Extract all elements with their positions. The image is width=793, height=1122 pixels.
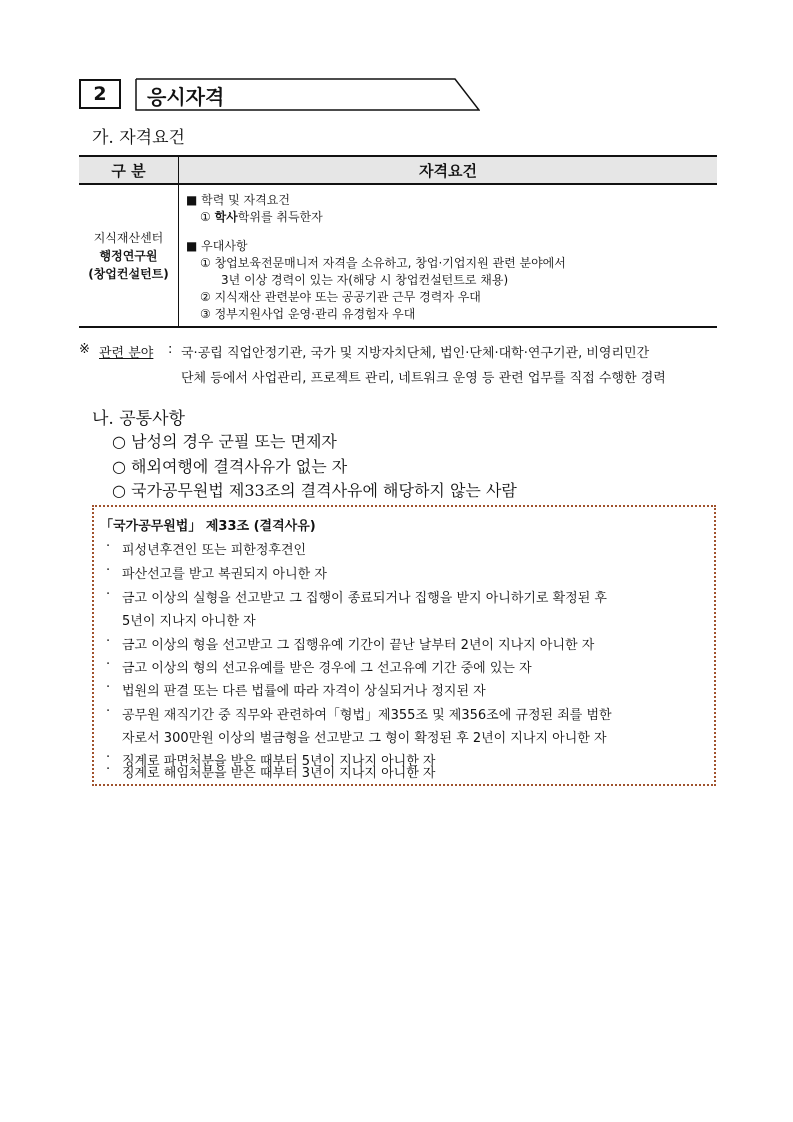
- section-title: 응시자격: [147, 85, 225, 109]
- note-label: 관련 분야: [99, 346, 154, 361]
- item-education-bold: 학사: [214, 210, 238, 224]
- item-education-rest: 학위를 취득한자: [237, 210, 323, 224]
- item-preference-1a: ① 창업보육전문매니저 자격을 소유하고, 창업·기업지원 관련 분야에서: [200, 256, 566, 270]
- position-line-2: 행정연구원: [99, 248, 158, 263]
- position-line-1: 지식재산센터: [93, 230, 164, 245]
- law-bullet-9: ·: [106, 762, 111, 777]
- subheading-b: 나. 공통사항: [92, 409, 185, 429]
- qualification-table: [79, 155, 717, 328]
- section-number: 2: [93, 83, 107, 105]
- note-mark: ※: [79, 342, 90, 357]
- law-line-8: 징계로 파면처분을 받은 때부터 5년이 지나지 아니한 자: [122, 754, 436, 769]
- law-bullet-8: ·: [106, 750, 111, 765]
- note-colon: :: [168, 342, 173, 357]
- law-bullet-5: ·: [106, 657, 111, 672]
- law-line-3-cont: 5년이 지나지 아니한 자: [122, 614, 256, 629]
- item-preference-2: ② 지식재산 관련분야 또는 공공기관 근무 경력자 우대: [200, 290, 481, 304]
- item-preference-1b: 3년 이상 경력이 있는 자(해당 시 창업컨설턴트로 채용): [221, 273, 509, 287]
- common-item-2: ○ 해외여행에 결격사유가 없는 자: [112, 457, 348, 476]
- law-line-7-cont: 자로서 300만원 이상의 벌금형을 선고받고 그 형이 확정된 후 2년이 지나지 아니한 자: [122, 731, 607, 746]
- common-item-3: ○ 국가공무원법 제33조의 결격사유에 해당하지 않는 사람: [112, 481, 517, 500]
- position-line-3: (창업컨설턴트): [88, 266, 169, 281]
- note-line-1: 국·공립 직업안정기관, 국가 및 지방자치단체, 법인·단체·대학·연구기관, 비영리민간: [181, 346, 650, 361]
- item-education-detail: [200, 208, 323, 225]
- law-line-9: 징계로 해임처분을 받은 때부터 3년이 지나지 아니한 자: [122, 766, 436, 781]
- section-number-box: [79, 79, 121, 109]
- law-line-2: 파산선고를 받고 복권되지 아니한 자: [122, 567, 327, 582]
- law-bullet-7: ·: [106, 704, 111, 719]
- position-cell: [79, 185, 178, 326]
- law-line-7: 공무원 재직기간 중 직무와 관련하여「형법」제355조 및 제356조에 규정된 죄를 범한: [122, 708, 612, 723]
- law-box-title: 「국가공무원법」 제33조 (결격사유): [100, 519, 316, 534]
- law-line-5: 금고 이상의 형의 선고유예를 받은 경우에 그 선고유예 기간 중에 있는 자: [122, 661, 532, 676]
- item-education-title: ■ 학력 및 자격요건: [186, 193, 290, 207]
- item-preference-3: ③ 정부지원사업 운영·관리 유경험자 우대: [200, 307, 416, 321]
- item-education-num: ①: [200, 210, 215, 224]
- law-box: [92, 505, 716, 786]
- law-line-6: 법원의 판결 또는 다른 법률에 따라 자격이 상실되거나 정지된 자: [122, 684, 486, 699]
- common-item-1: ○ 남성의 경우 군필 또는 면제자: [112, 432, 337, 451]
- law-bullet-4: ·: [106, 634, 111, 649]
- law-bullet-1: ·: [106, 539, 111, 554]
- note-line-2: 단체 등에서 사업관리, 프로젝트 관리, 네트워크 운영 등 관련 업무를 직접 수행한 경력: [181, 371, 666, 386]
- section-title-box: [135, 78, 480, 111]
- law-line-4: 금고 이상의 형을 선고받고 그 집행유예 기간이 끝난 날부터 2년이 지나지 아니한 자: [122, 638, 595, 653]
- law-bullet-2: ·: [106, 563, 111, 578]
- law-bullet-3: ·: [106, 587, 111, 602]
- subheading-a: 가. 자격요건: [92, 128, 185, 148]
- law-line-1: 피성년후견인 또는 피한정후견인: [122, 543, 307, 558]
- header-category: 구 분: [111, 161, 146, 180]
- item-preference-title: ■ 우대사항: [186, 239, 248, 253]
- law-bullet-6: ·: [106, 680, 111, 695]
- law-line-3: 금고 이상의 실형을 선고받고 그 집행이 종료되거나 집행을 받지 아니하기로 확정된 후: [122, 591, 607, 606]
- header-requirements: 자격요건: [419, 161, 477, 180]
- table-bottom-rule: [79, 326, 717, 328]
